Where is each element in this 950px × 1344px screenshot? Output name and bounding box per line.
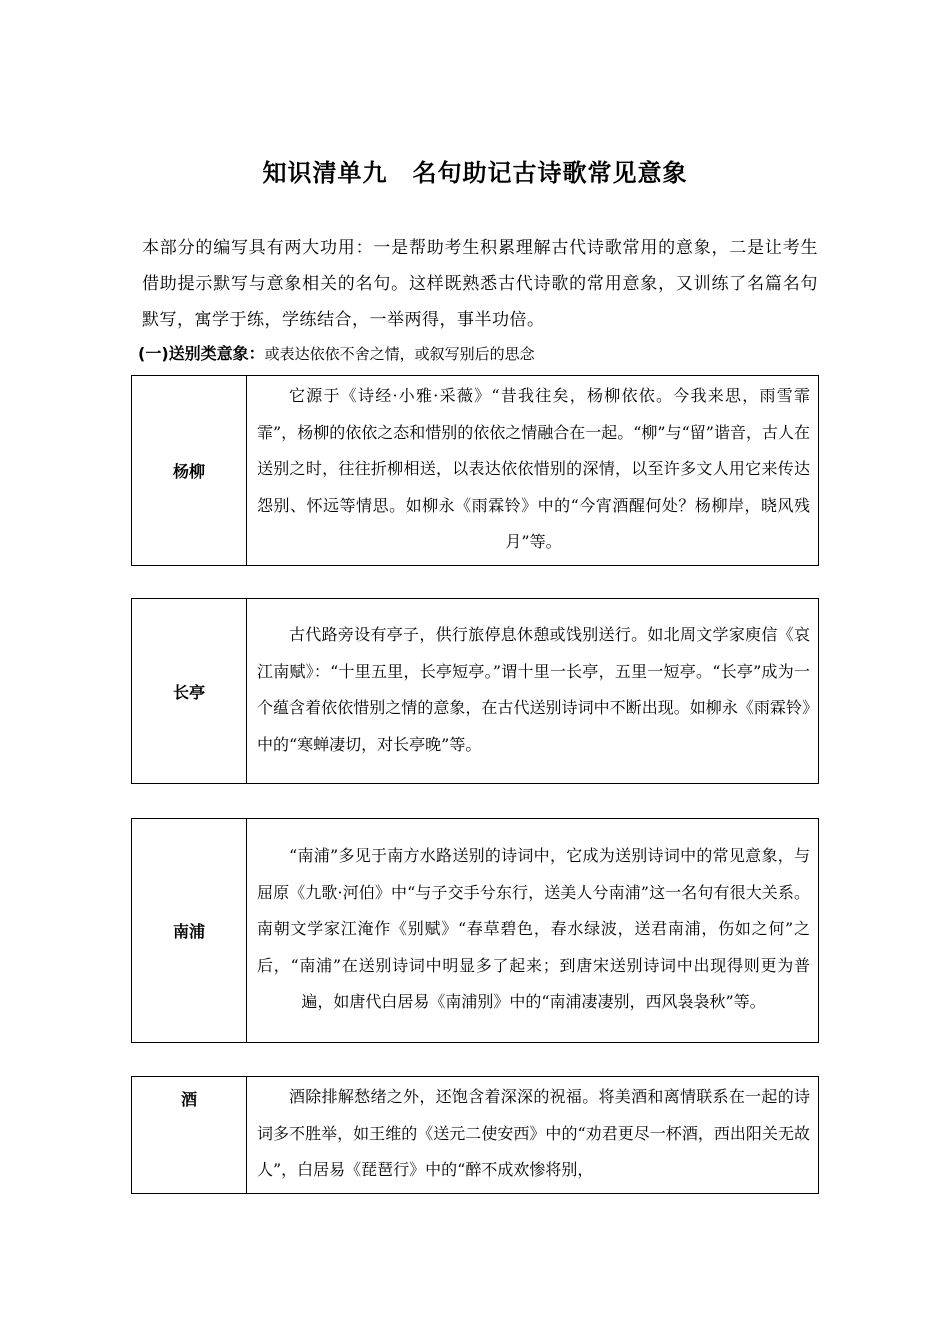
page-title: 知识清单九 名句助记古诗歌常见意象 — [262, 159, 688, 187]
intro-paragraph: 本部分的编写具有两大功用：一是帮助考生积累理解古代诗歌常用的意象，二是让考生借助提示默写与意象相关的名句。这样既熟悉古代诗歌的常用意象，又训练了名篇名句默写，寓学于练，学练结合，一举两得，事半功倍。 — [142, 238, 818, 330]
imagery-description: 酒除排解愁绪之外，还饱含着深深的祝福。将美酒和离情联系在一起的诗词多不胜举，如王维的《送元二使安西》中的“劝君更尽一杯酒，西出阳关无故人”，白居易《琵琶行》中的“醉不成欢惨将别， — [247, 1077, 819, 1194]
imagery-description: “南浦”多见于南方水路送别的诗词中，它成为送别诗词中的常见意象，与屈原《九歌·河伯》中“与子交手兮东行，送美人兮南浦”这一名句有很大关系。南朝文学家江淹作《别赋》“春草碧色，春水绿波，送君南浦，伤如之何”之后，“南浦”在送别诗词中明显多了起来；到唐宋送别诗词中出现得则更为普遍，如唐代白居易《南浦别》中的“南浦凄凄别，西风袅袅秋”等。 — [247, 819, 819, 1043]
imagery-description: 它源于《诗经·小雅·采薇》“昔我往矣，杨柳依依。今我来思，雨雪霏霏”，杨柳的依依之态和惜别的依依之情融合在一起。“柳”与“留”谐音，古人在送别之时，往往折柳相送，以表达依依惜别的深情，以至许多文人用它来传达怨别、怀远等情思。如柳永《雨霖铃》中的“今宵酒醒何处？杨柳岸，晓风残月”等。 — [247, 376, 819, 566]
imagery-description: 古代路旁设有亭子，供行旅停息休憩或饯别送行。如北周文学家庾信《哀江南赋》：“十里五里，长亭短亭。”谓十里一长亭，五里一短亭。“长亭”成为一个蕴含着依依惜别之情的意象，在古代送别诗词中不断出现。如柳永《雨霖铃》中的“寒蝉凄切，对长亭晚”等。 — [247, 599, 819, 784]
imagery-term: 长亭 — [132, 599, 247, 784]
imagery-card-southern-shore — [131, 818, 819, 1043]
imagery-term: 酒 — [132, 1077, 247, 1194]
section-label: (一)送别类意象： — [138, 344, 265, 363]
imagery-card-long-pavilion — [131, 598, 819, 784]
imagery-card-wine — [131, 1076, 819, 1194]
imagery-term: 南浦 — [132, 819, 247, 1043]
section-description: 或表达依依不舍之情，或叙写别后的思念 — [264, 345, 535, 363]
imagery-term: 杨柳 — [132, 376, 247, 566]
imagery-card-willow — [131, 375, 819, 566]
section-heading — [138, 343, 828, 365]
